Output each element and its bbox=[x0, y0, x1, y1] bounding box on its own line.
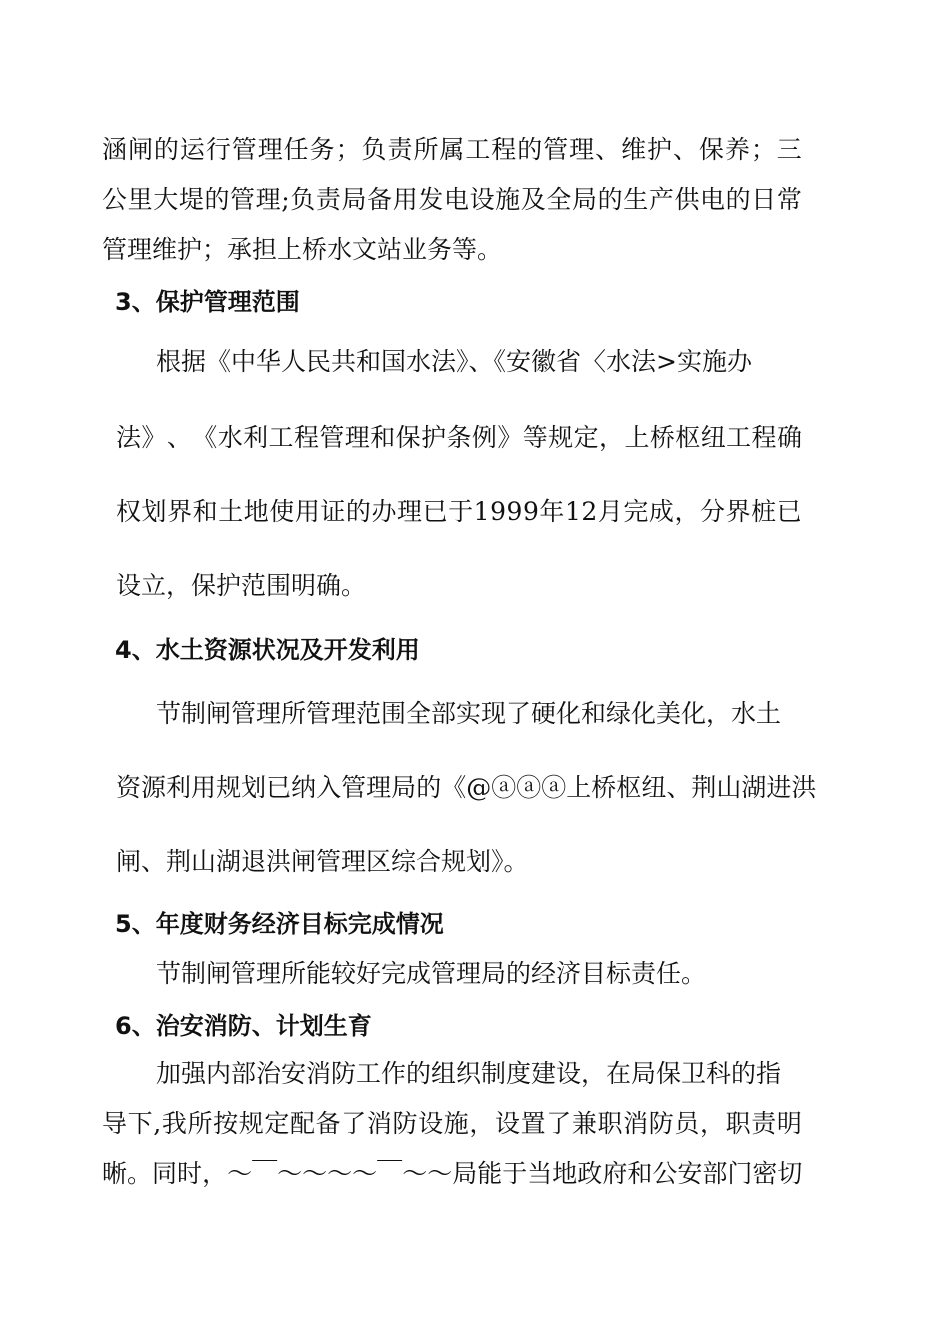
section-6-line-2: 导 下 , 我 所 按 规 定 配 备 了 消 防 设 施 ， 设 置 了 兼 职 消 防 员 ， 职 责 明 bbox=[102, 1109, 802, 1138]
intro-line-1: 涵 闸 的 运 行 管 理 任 务 ； 负 责 所 属 工 程 的 管 理 、 维 护 、 保 养 ； 三 bbox=[102, 135, 802, 164]
section-6-line-1: 加强内部治安消防工作的组织制度建设，在局保卫科的指 bbox=[156, 1059, 782, 1088]
section-3-line-4: 设立，保护范围明确。 bbox=[116, 571, 367, 600]
intro-line-3: 管理维护；承担上桥水文站业务等。 bbox=[102, 235, 503, 264]
section-3-line-1: 根据《中华人民共和国水法》、《安徽省〈水法>实施办 bbox=[156, 347, 752, 376]
section-5-line-1: 节制闸管理所能较好完成管理局的经济目标责任。 bbox=[156, 959, 707, 988]
section-5-heading: 5、年度财务经济目标完成情况 bbox=[115, 910, 444, 938]
section-4-line-1: 节制闸管理所管理范围全部实现了硬化和绿化美化，水土 bbox=[156, 699, 782, 728]
section-3-line-3: 权 划 界 和 土 地 使 用 证 的 办 理 已 于 1 9 9 9 年 1 2 月 完 成 ， 分 界 桩 已 bbox=[116, 497, 802, 526]
section-3-heading: 3、保护管理范围 bbox=[115, 288, 300, 316]
section-6-heading: 6、治安消防、计划生育 bbox=[115, 1012, 372, 1040]
section-4-heading: 4、水土资源状况及开发利用 bbox=[115, 636, 420, 664]
intro-line-2: 公 里 大 堤 的 管 理 ; 负 责 局 备 用 发 电 设 施 及 全 局 的 生 产 供 电 的 日 常 bbox=[102, 185, 802, 214]
section-4-line-3: 闸、荆山湖退洪闸管理区综合规划》。 bbox=[116, 847, 529, 876]
section-6-line-3: 晰 。 同 时 ， ～ ￣ ～ ～ ～ ～ ￣ ～ ～ 局 能 于 当 地 政 府 和 公 安 部 门 密 切 bbox=[102, 1159, 803, 1188]
section-4-line-2: 资 源 利 用 规 划 已 纳 入 管 理 局 的 《 @ ⓐ ⓐ ⓐ 上 桥 枢 纽 、 荆 山 湖 进 洪 bbox=[116, 773, 817, 802]
section-3-line-2: 法 》 、 《 水 利 工 程 管 理 和 保 护 条 例 》 等 规 定 ， 上 桥 枢 纽 工 程 确 bbox=[116, 423, 802, 452]
